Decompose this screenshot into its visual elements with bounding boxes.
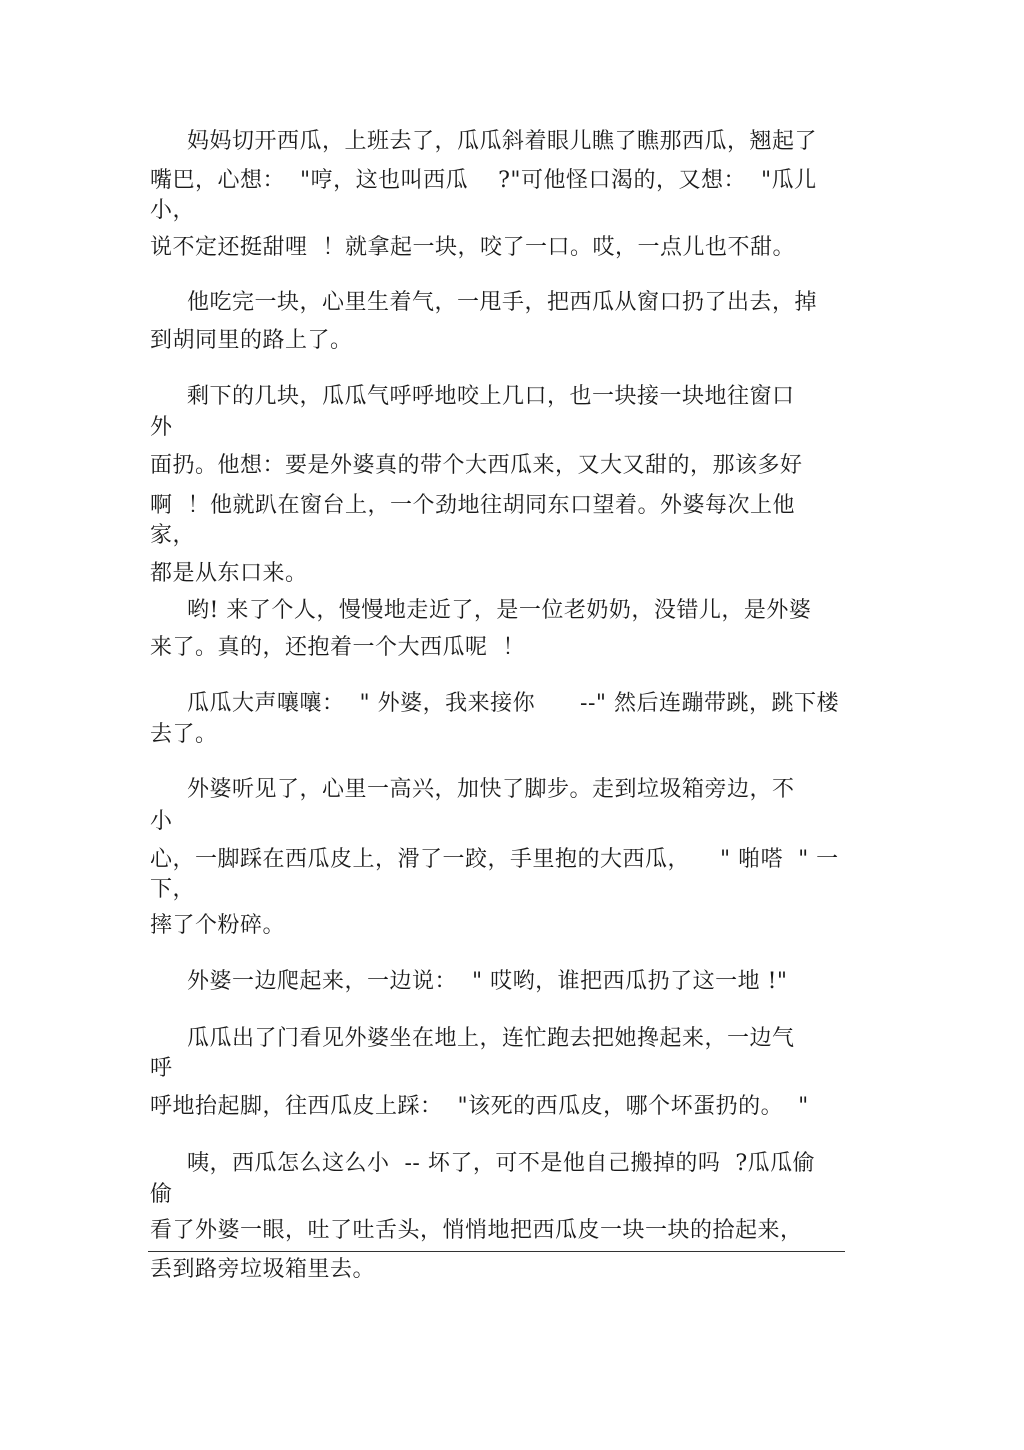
paragraph-8-line-1: 瓜瓜出了门看见外婆坐在地上，连忙跑去把她搀起来，一边气 xyxy=(187,1026,795,1051)
paragraph-2-line-1: 他吃完一块，心里生着气，一甩手，把西瓜从窗口扔了出去，掉 xyxy=(187,290,818,315)
paragraph-3-line-5: 家， xyxy=(150,523,196,548)
horizontal-rule xyxy=(148,1251,845,1252)
paragraph-7-line-1: 外婆一边爬起来，一边说： " 哎哟，谁把西瓜扔了这一地 !" xyxy=(187,969,788,994)
paragraph-5-line-2: 去了。 xyxy=(150,722,218,747)
paragraph-5-line-1: 瓜瓜大声嚷嚷： " 外婆，我来接你 --" 然后连蹦带跳，跳下楼 xyxy=(187,691,840,716)
paragraph-3-line-4: 啊 ！他就趴在窗台上，一个劲地往胡同东口望着。外婆每次上他 xyxy=(150,493,795,518)
paragraph-6-line-2: 小 xyxy=(150,809,173,834)
paragraph-1-line-2: 嘴巴，心想： "哼，这也叫西瓜 ?"可他怪口渴的，又想： "瓜儿 xyxy=(150,168,817,193)
paragraph-3-line-1: 剩下的几块，瓜瓜气呼呼地咬上几口，也一块接一块地往窗口 xyxy=(187,384,795,409)
paragraph-6-line-5: 摔了个粉碎。 xyxy=(150,913,286,938)
paragraph-8-line-2: 呼 xyxy=(150,1056,173,1081)
paragraph-3-line-3: 面扔。他想：要是外婆真的带个大西瓜来，又大又甜的，那该多好 xyxy=(150,453,803,478)
paragraph-4-line-1: 哟! 来了个人，慢慢地走近了，是一位老奶奶，没错儿，是外婆 xyxy=(187,598,812,623)
paragraph-6-line-1: 外婆听见了，心里一高兴，加快了脚步。走到垃圾箱旁边，不 xyxy=(187,777,795,802)
paragraph-4-line-2: 来了。真的，还抱着一个大西瓜呢 ！ xyxy=(150,635,525,660)
paragraph-3-line-6: 都是从东口来。 xyxy=(150,561,308,586)
paragraph-2-line-2: 到胡同里的路上了。 xyxy=(150,328,353,353)
paragraph-1-line-4: 说不定还挺甜哩 ！就拿起一块，咬了一口。哎，一点儿也不甜。 xyxy=(150,235,795,260)
paragraph-9-line-1: 咦，西瓜怎么这么小 -- 坏了，可不是他自己搬掉的吗 ?瓜瓜偷 xyxy=(187,1151,816,1176)
paragraph-1-line-1: 妈妈切开西瓜，上班去了，瓜瓜斜着眼儿瞧了瞧那西瓜，翘起了 xyxy=(187,129,818,154)
paragraph-9-line-4: 丢到路旁垃圾箱里去。 xyxy=(150,1257,376,1282)
paragraph-1-line-3: 小， xyxy=(150,198,196,223)
paragraph-8-line-3: 呼地抬起脚，往西瓜皮上踩： "该死的西瓜皮，哪个坏蛋扔的。 " xyxy=(150,1094,809,1119)
paragraph-6-line-3: 心，一脚踩在西瓜皮上，滑了一跤，手里抱的大西瓜， " 啪嗒 " 一 xyxy=(150,847,839,872)
paragraph-6-line-4: 下， xyxy=(150,877,196,902)
paragraph-3-line-2: 外 xyxy=(150,415,173,440)
paragraph-9-line-3: 看了外婆一眼，吐了吐舌头，悄悄地把西瓜皮一块一块的拾起来， xyxy=(150,1218,803,1243)
paragraph-9-line-2: 偷 xyxy=(150,1182,173,1207)
